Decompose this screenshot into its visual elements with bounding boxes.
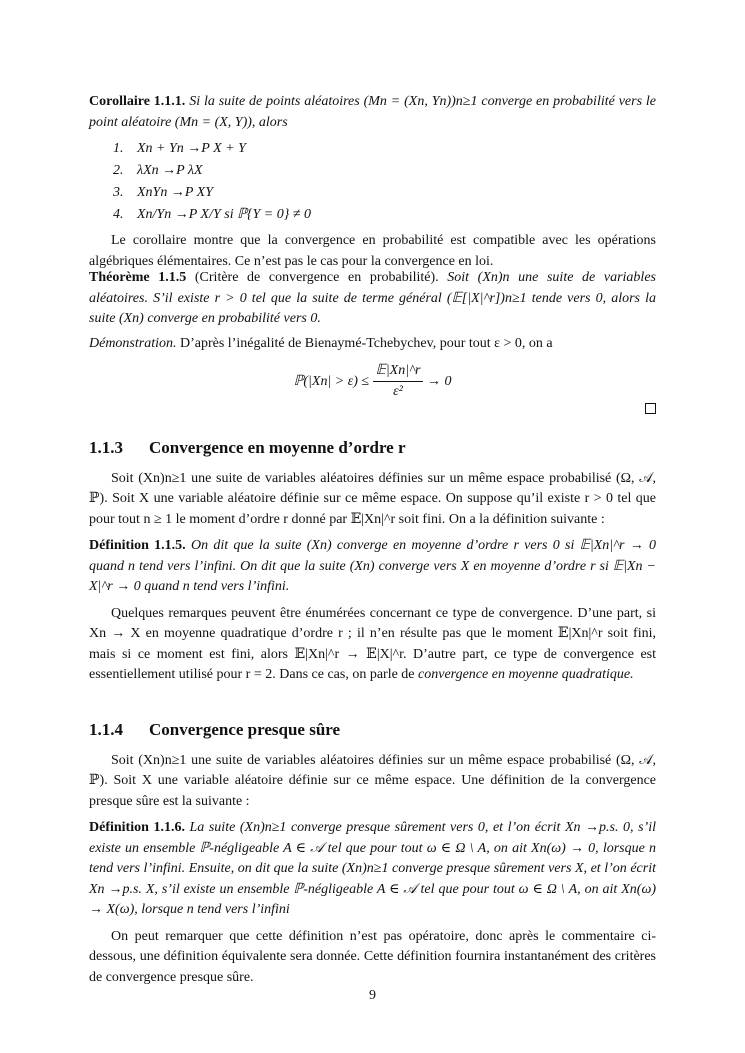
theorem-text: Soit (Xn)n une suite de variables aléatoires. S’il existe r > 0 tel que la suite de terme général (𝔼[|X|^r])n≥1 tende vers 0, alors la suite (Xn) converge en probabilité vers 0. [89,270,656,326]
section-heading: 1.1.3 Convergence en moyenne d’ordre r [89,438,406,457]
section-intro: Soit (Xn)n≥1 une suite de variables aléatoires définies sur un même espace probabilisé (Ω, 𝒜, ℙ). Soit X une variable aléatoire définie sur ce même espace. On suppose qu’il existe r > 0 tel que pour tout n ≥ 1 le moment d’ordre r donné par 𝔼|Xn|^r soit fini. On a la définition suivante : [89,470,656,527]
proof-text: D’après l’inégalité de Bienaymé-Tchebychev, pour tout ε > 0, on a [180,336,553,351]
section-1-1-3 [89,438,656,686]
list-item: 3. XnYn →P XY [113,185,213,200]
corollary-statement [89,92,656,133]
list-item: 2. λXn →P λX [113,163,203,178]
section-remarks: Quelques remarques peuvent être énumérées concernant ce type de convergence. D’une part, si Xn → X en moyenne quadratique d’ordre r ; il n’en résulte pas que le moment 𝔼|Xn|^r soit fini, mais si ce moment est fini, alors 𝔼|Xn|^r → 𝔼|X|^r. D’autre part, ce type de convergence est essentiellement utilisé pour r = 2. Dans ce cas, on parle de convergence en moyenne quadratique. [89,605,656,682]
definition-1-1-6: Définition 1.1.6. La suite (Xn)n≥1 converge presque sûrement vers 0, et l’on écrit Xn →p.s. 0, s’il existe un ensemble ℙ-négligeable A ∈ 𝒜 tel que pour tout ω ∈ Ω \ A, on ait Xn(ω) → 0, lorsque n tend vers l’infini. Ensuite, on dit que la suite (Xn)n≥1 converge presque sûrement vers X, et l’on écrit Xn →p.s. X, s’il existe un ensemble ℙ-négligeable A ∈ 𝒜 tel que pour tout ω ∈ Ω \ A, on ait Xn(ω) → X(ω), lorsque n tend vers l’infini [89,820,656,917]
proof-label: Démonstration. [89,336,177,351]
section-closing: On peut remarquer que cette définition n’est pas opératoire, donc après le commentaire ci-dessous, une définition équivalente sera donnée. Cette définition fournira instantanément des critères de convergence presque sûre. [89,928,656,985]
theorem-title: (Critère de convergence en probabilité). [194,270,439,285]
qed-square-icon [645,403,656,414]
proof-equation: ℙ(|Xn| > ε) ≤ $\frac{\text{𝔼|Xn|\textasciicircum{}r}}{\text{ε²}}$ → 0 [89,361,656,403]
theorem-label: Théorème 1.1.5 [89,270,187,285]
proof [89,334,656,403]
corollary-label: Corollaire 1.1.1. [89,94,186,109]
page-number: 9 [369,988,376,1003]
section-heading: 1.1.4 Convergence presque sûre [89,720,341,739]
theorem [89,268,656,330]
fraction: $\frac{\text{𝔼|Xn|\textasciicircum{}r}}{\text{ε²}}$ [373,361,424,403]
list-item: 4. Xn/Yn →P X/Y si ℙ{Y = 0} ≠ 0 [113,207,312,222]
list-item: 1. Xn + Yn →P X + Y [113,141,246,156]
corollary-remark: Le corollaire montre que la convergence en probabilité est compatible avec les opérations algébriques élémentaires. Ce n’est pas le cas pour la convergence en loi. [89,233,656,269]
section-1-1-4 [89,720,656,988]
corollary-text: Si la suite de points aléatoires (Mn = (Xn, Yn))n≥1 converge en probabilité vers le point aléatoire (Mn = (X, Y)), alors [89,94,657,130]
definition-1-1-5: Définition 1.1.5. On dit que la suite (Xn) converge en moyenne d’ordre r vers 0 si 𝔼|Xn|^r → 0 quand n tend vers l’infini. On dit que la suite (Xn) converge vers X en moyenne d’ordre r si 𝔼|Xn − X|^r → 0 quand n tend vers l’infini. [89,538,657,594]
section-intro: Soit (Xn)n≥1 une suite de variables aléatoires définies sur un même espace probabilisé (Ω, 𝒜, ℙ). Soit X une variable aléatoire définie sur ce même espace. Une définition de la convergence presque sûre est la suivante : [89,752,656,809]
corollary-list [89,139,656,227]
corollary [89,92,656,272]
